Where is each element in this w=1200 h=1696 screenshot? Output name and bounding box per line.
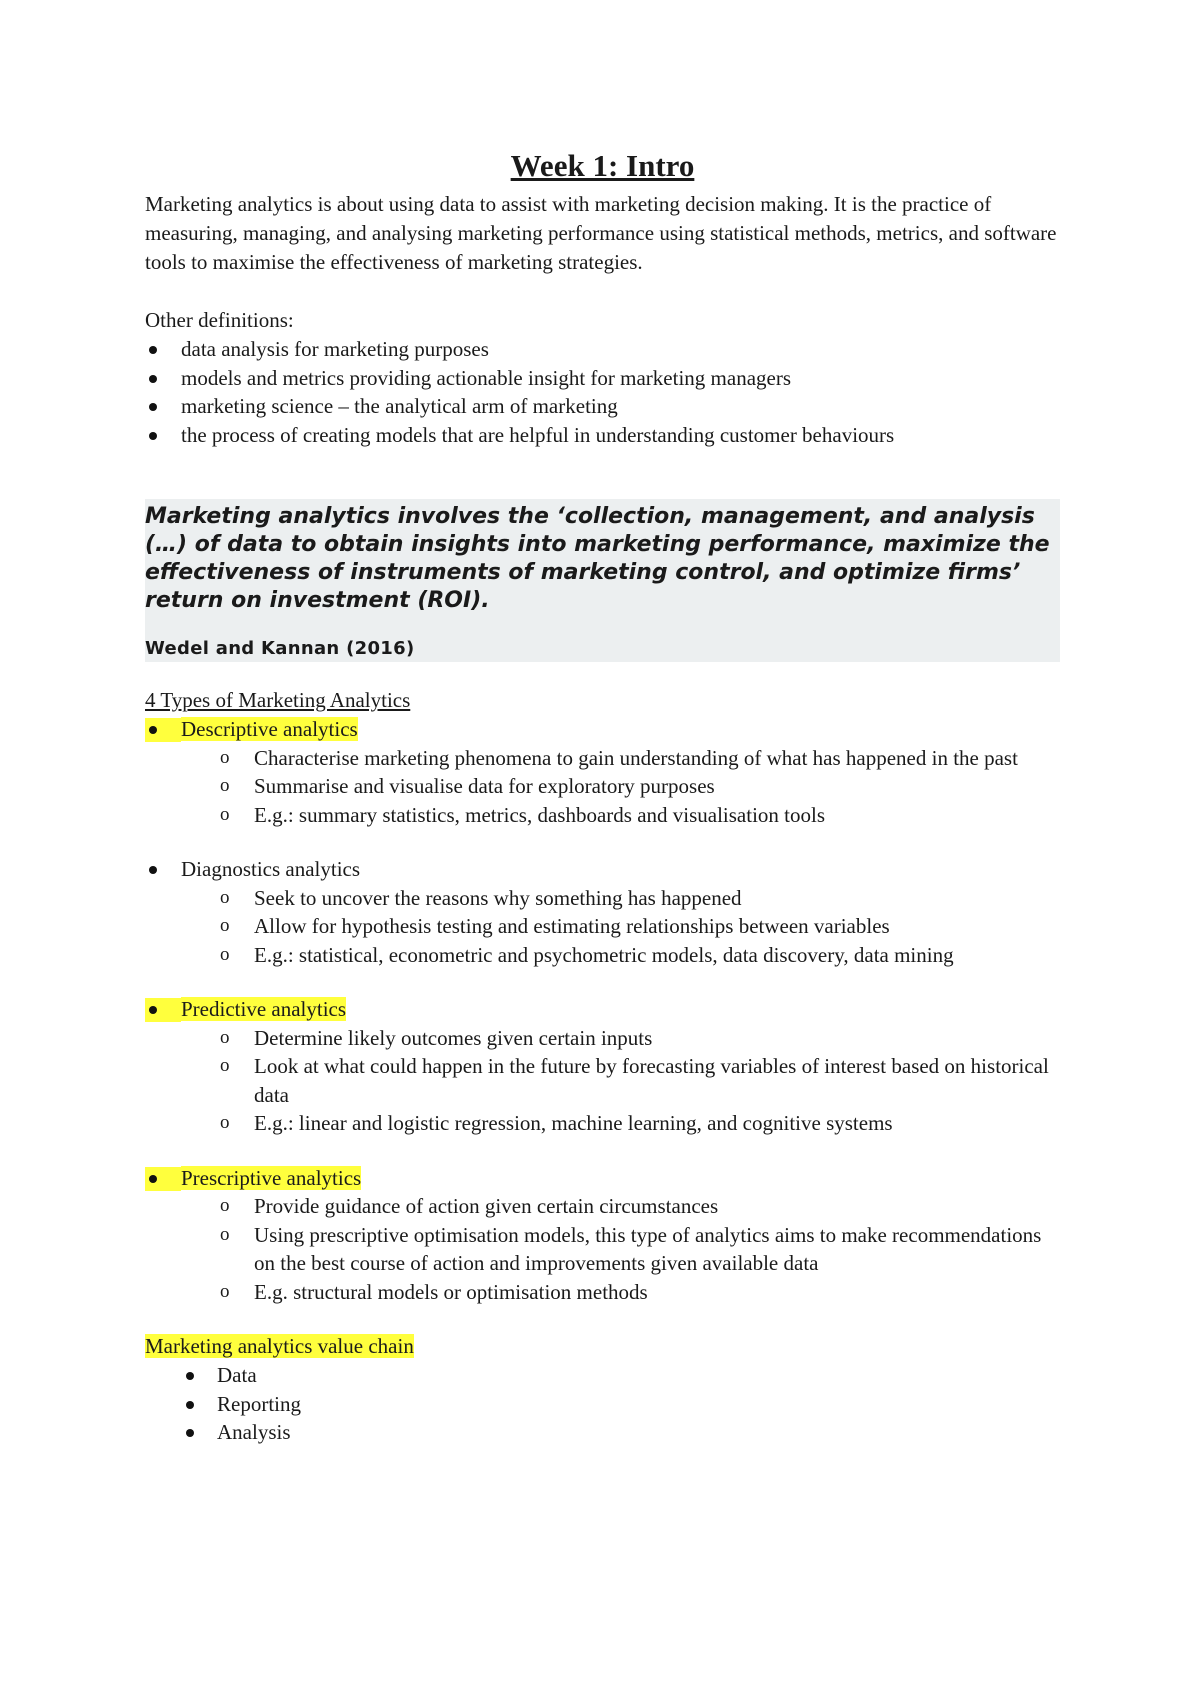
list-item: o Provide guidance of action given certain circumstances — [145, 1192, 1060, 1221]
list-item: o Determine likely outcomes given certain inputs — [145, 1024, 1060, 1053]
list-item: o Allow for hypothesis testing and estimating relationships between variables — [145, 912, 1060, 941]
list-item: o E.g.: summary statistics, metrics, dashboards and visualisation tools — [145, 801, 1060, 830]
types-list-predictive — [145, 995, 1060, 1024]
circle-bullet-icon: o — [220, 1026, 230, 1048]
other-definitions-list — [145, 335, 1060, 449]
diagnostic-points — [145, 884, 1060, 970]
bullet-icon — [186, 1401, 194, 1409]
bullet-icon — [149, 1175, 157, 1183]
circle-bullet-icon: o — [220, 1223, 230, 1245]
quote-text: Marketing analytics involves the ‘collection, management, and analysis (…) of data to obtain insights into marketing performance, maximize the effectiveness of instruments of marketing control, and optimize firms’ return on investment (ROI). — [145, 504, 1050, 613]
bullet-icon — [149, 375, 157, 383]
document-page — [145, 142, 1060, 1447]
list-item: o Summarise and visualise data for exploratory purposes — [145, 772, 1060, 801]
types-heading: 4 Types of Marketing Analytics — [145, 688, 411, 712]
circle-bullet-icon: o — [220, 943, 230, 965]
quote-citation: Wedel and Kannan (2016) — [145, 638, 415, 659]
bullet-icon — [186, 1429, 194, 1437]
list-item: data analysis for marketing purposes — [145, 335, 1060, 364]
predictive-points — [145, 1024, 1060, 1138]
descriptive-points — [145, 744, 1060, 830]
list-item: Analysis — [145, 1418, 1060, 1447]
type-predictive: Predictive analytics — [145, 995, 1060, 1024]
circle-bullet-icon: o — [220, 1280, 230, 1302]
circle-bullet-icon: o — [220, 1112, 230, 1133]
list-item: models and metrics providing actionable insight for marketing managers — [145, 364, 1060, 393]
circle-bullet-icon: o — [220, 803, 230, 825]
other-definitions-heading: Other definitions: — [145, 308, 294, 332]
bullet-icon — [149, 403, 157, 411]
list-item: the process of creating models that are helpful in understanding customer behaviours — [145, 421, 1060, 450]
value-chain-list — [145, 1361, 1060, 1447]
list-item: o E.g.: linear and logistic regression, machine learning, and cognitive systems — [145, 1109, 1060, 1138]
list-item: Data — [145, 1361, 1060, 1390]
bullet-icon — [186, 1372, 194, 1380]
circle-bullet-icon: o — [220, 1195, 230, 1216]
types-list-prescriptive — [145, 1164, 1060, 1193]
type-descriptive: Descriptive analytics — [145, 715, 1060, 744]
list-item: marketing science – the analytical arm of marketing — [145, 392, 1060, 421]
intro-paragraph: Marketing analytics is about using data to assist with marketing decision making. It is the practice of measuring, managing, and analysing marketing performance using statistical methods, metrics, and software tools to maximise the effectiveness of marketing strategies. — [145, 192, 1057, 274]
bullet-icon — [149, 726, 157, 734]
circle-bullet-icon: o — [220, 1055, 230, 1076]
list-item: o Seek to uncover the reasons why something has happened — [145, 884, 1060, 913]
types-list-diagnostic — [145, 855, 1060, 884]
circle-bullet-icon: o — [220, 775, 230, 796]
prescriptive-points — [145, 1192, 1060, 1306]
list-item: o Look at what could happen in the future by forecasting variables of interest based on historical data — [220, 1054, 1049, 1107]
type-diagnostic: Diagnostics analytics — [145, 855, 1060, 884]
quote-block — [145, 499, 1060, 662]
circle-bullet-icon: o — [220, 886, 230, 908]
list-item: Reporting — [145, 1390, 1060, 1419]
types-list-descriptive — [145, 715, 1060, 744]
page-title: Week 1: Intro — [510, 148, 695, 183]
circle-bullet-icon: o — [220, 746, 230, 768]
type-prescriptive: Prescriptive analytics — [145, 1164, 1060, 1193]
bullet-icon — [149, 866, 157, 874]
circle-bullet-icon: o — [220, 915, 230, 936]
list-item: o E.g. structural models or optimisation methods — [145, 1278, 1060, 1307]
bullet-icon — [149, 346, 157, 354]
bullet-icon — [149, 432, 157, 440]
list-item: o E.g.: statistical, econometric and psychometric models, data discovery, data mining — [145, 941, 1060, 970]
list-item: o Using prescriptive optimisation models, this type of analytics aims to make recommendations on the best course of action and improvements given available data — [220, 1222, 1042, 1275]
bullet-icon — [149, 1006, 157, 1014]
value-chain-heading: Marketing analytics value chain — [145, 1334, 414, 1358]
list-item: o Characterise marketing phenomena to gain understanding of what has happened in the past — [145, 744, 1060, 773]
